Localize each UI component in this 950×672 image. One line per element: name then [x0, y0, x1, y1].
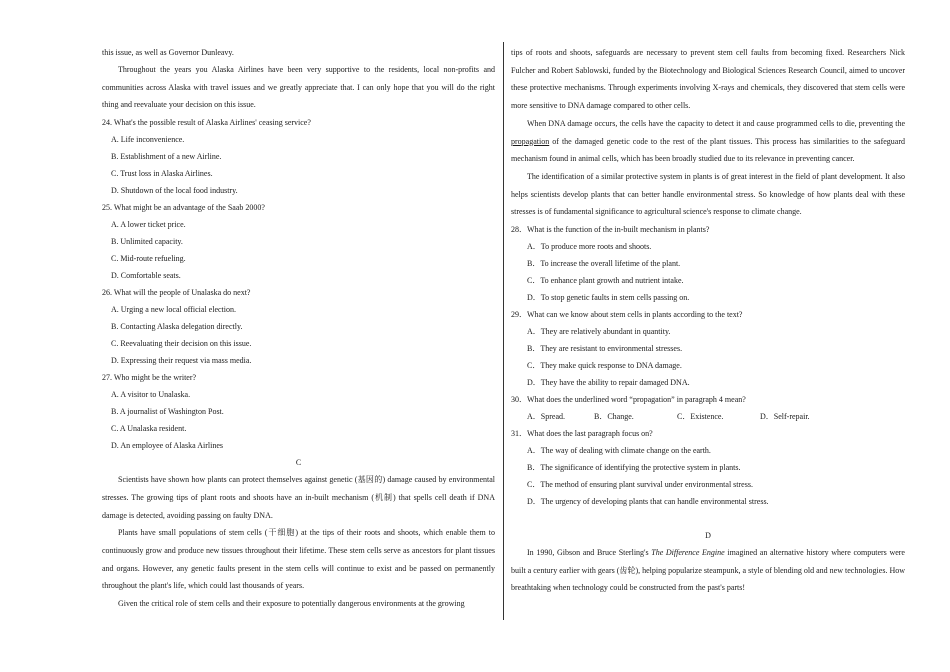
letter-closing-line: this issue, as well as Governor Dunleavy.	[102, 48, 234, 57]
option-c: C．They make quick response to DNA damage.	[527, 361, 682, 371]
passage-d-paragraph-1	[511, 544, 905, 597]
question-text: 30．What does the underlined word “propagation” in paragraph 4 mean?	[511, 395, 746, 405]
book-title: The Difference Engine	[651, 548, 725, 558]
option-c: C．To enhance plant growth and nutrient intake.	[527, 276, 684, 286]
section-d-heading: D	[705, 531, 711, 541]
spacer	[511, 510, 905, 527]
letter-paragraph: Throughout the years you Alaska Airlines have been very supportive to the residents, local non-profits and communities across Alaska with travel issues and we greatly appreciate that. I can only hope that you will do the right thing and reevaluate your decision on this issue.	[102, 65, 495, 110]
passage-c-paragraph-1: Scientists have shown how plants can protect themselves against genetic (基因的) damage caused by environmental stresses. The growing tips of plant roots and shoots have an in-built mechanism (机制) that spells cell death if DNA damage is detected, avoiding passing on faulty DNA.	[102, 475, 495, 520]
question-28	[511, 221, 905, 306]
option-d: D．Self-repair.	[760, 412, 810, 422]
option-b: B. Contacting Alaska delegation directly.	[111, 322, 243, 332]
question-text: 24. What's the possible result of Alaska Airlines' ceasing service?	[102, 118, 311, 128]
column-divider	[503, 42, 504, 620]
question-text: 27. Who might be the writer?	[102, 373, 197, 383]
question-31	[511, 425, 905, 510]
question-text: 26. What will the people of Unalaska do next?	[102, 288, 251, 298]
option-d: D. Expressing their request via mass media.	[111, 356, 252, 366]
question-text: 28．What is the function of the in-built mechanism in plants?	[511, 225, 710, 235]
option-d: D. Shutdown of the local food industry.	[111, 186, 238, 196]
question-24	[102, 114, 495, 199]
paragraph-text: imagined an alternative history where computers were built a century earlier with gears (齿轮), helping popularize steampunk, a style of blending old and new technologies. How breathtaking when technology could be constructed from the past's parts!	[511, 548, 905, 593]
option-a: A. Life inconvenience.	[111, 135, 185, 145]
question-text: 29．What can we know about stem cells in plants according to the text?	[511, 310, 743, 320]
option-b: B．They are resistant to environmental stresses.	[527, 344, 683, 354]
right-column	[511, 44, 905, 597]
option-d: D．They have the ability to repair damaged DNA.	[527, 378, 690, 388]
question-29	[511, 306, 905, 391]
options-row	[511, 408, 905, 425]
paragraph-text: of the damaged genetic code to the rest of the plant tissues. This process has similarities to the safeguard mechanism found in animal cells, which has been broadly studied due to its relevance in preventing cancer.	[511, 136, 905, 164]
question-25	[102, 199, 495, 284]
option-d: D. An employee of Alaska Airlines	[111, 441, 223, 451]
option-b: B. Unlimited capacity.	[111, 237, 183, 247]
question-26	[102, 284, 495, 369]
option-d: D. Comfortable seats.	[111, 271, 181, 281]
passage-c-paragraph-3-start: Given the critical role of stem cells and their exposure to potentially dangerous environments at the growing	[118, 599, 465, 609]
left-column	[102, 44, 495, 613]
option-b: B. Establishment of a new Airline.	[111, 152, 222, 162]
option-b: B. A journalist of Washington Post.	[111, 407, 224, 417]
option-a: A. A visitor to Unalaska.	[111, 390, 191, 400]
option-a: A．To produce more roots and shoots.	[527, 242, 652, 252]
option-b: B．To increase the overall lifetime of the plant.	[527, 259, 681, 269]
paragraph-text: When DNA damage occurs, the cells have the capacity to detect it and cause programmed cells to die, preventing the	[527, 118, 905, 128]
paragraph-text: In 1990, Gibson and Bruce Sterling's	[527, 548, 652, 558]
option-a: A. A lower ticket price.	[111, 220, 186, 230]
option-a: A．The way of dealing with climate change on the earth.	[527, 446, 711, 456]
option-c: C. Reevaluating their decision on this issue.	[111, 339, 252, 349]
option-c: C．Existence.	[677, 412, 724, 422]
option-b: B．The significance of identifying the protective system in plants.	[527, 463, 741, 473]
question-text: 25. What might be an advantage of the Saab 2000?	[102, 203, 265, 213]
option-b: B．Change.	[594, 412, 634, 422]
passage-c-paragraph-2: Plants have small populations of stem cells (干细胞) at the tips of their roots and shoots, which enable them to continuously grow and produce new tissues throughout their lifetime. These stem cells serve as ancestors for plant tissues and organs. However, any genetic faults present in the stem cells will continue to exist and be passed on permanently throughout the plant's life, which could last thousands of years.	[102, 528, 495, 591]
option-a: A．Spread.	[527, 412, 565, 422]
option-d: D．The urgency of developing plants that can handle environmental stress.	[527, 497, 769, 507]
option-d: D．To stop genetic faults in stem cells passing on.	[527, 293, 690, 303]
option-c: C. Mid-route refueling.	[111, 254, 186, 264]
passage-c-paragraph-4	[511, 115, 905, 168]
option-a: A．They are relatively abundant in quantity.	[527, 327, 671, 337]
option-c: C. A Unalaska resident.	[111, 424, 187, 434]
option-c: C．The method of ensuring plant survival under environmental stress.	[527, 480, 753, 490]
option-a: A. Urging a new local official election.	[111, 305, 236, 315]
question-30	[511, 391, 905, 425]
question-27	[102, 369, 495, 454]
section-c-heading: C	[295, 458, 302, 468]
question-text: 31．What does the last paragraph focus on?	[511, 429, 653, 439]
passage-c-paragraph-3-end: tips of roots and shoots, safeguards are necessary to prevent stem cell faults from becoming fixed. Researchers Nick Fulcher and Robert Sablowski, funded by the Biotechnology and Biological Sciences Research Council, aimed to uncover these protective mechanisms. Through experiments involving X-rays and chemicals, they discovered that stem cells were more sensitive to DNA damage compared to other cells.	[511, 48, 905, 111]
passage-c-paragraph-5: The identification of a similar protective system in plants is of great interest in the field of plant development. It also helps scientists develop plants that can better handle environmental stress. So knowledge of how plants deal with these stresses is of fundamental significance to agricultural science's response to climate change.	[511, 171, 905, 217]
underlined-word: propagation	[511, 136, 550, 146]
option-c: C. Trust loss in Alaska Airlines.	[111, 169, 213, 179]
